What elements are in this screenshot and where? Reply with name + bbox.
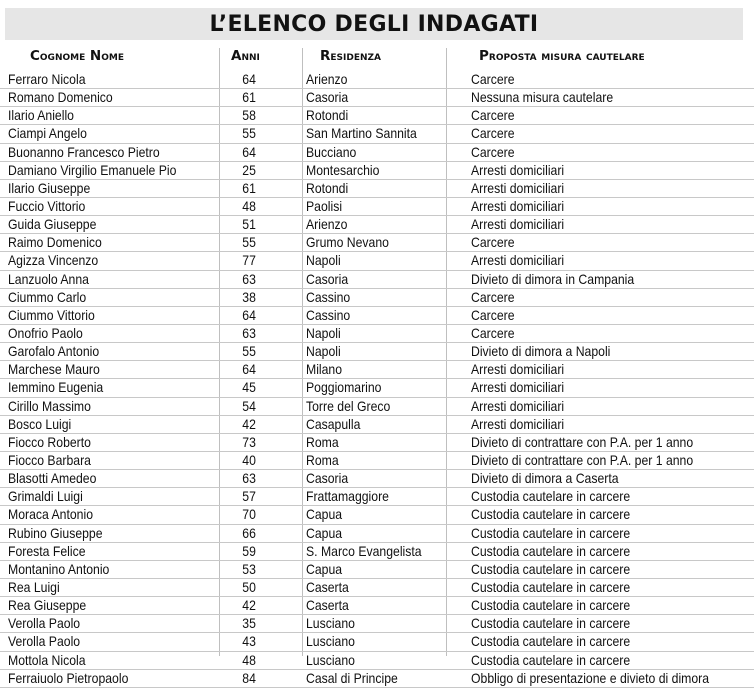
cell-residence: Arienzo (306, 72, 348, 87)
table-row (0, 416, 754, 434)
cell-measure: Custodia cautelare in carcere (471, 616, 631, 632)
cell-residence: S. Marco Evangelista (306, 543, 422, 559)
table-row (0, 252, 754, 270)
cell-residence: Caserta (306, 579, 349, 595)
table-header (0, 44, 754, 70)
table-row (0, 198, 754, 216)
title-banner (5, 8, 743, 40)
cell-residence: Capua (306, 561, 343, 577)
table-row (0, 307, 754, 325)
page-title: L’ELENCO DEGLI INDAGATI (209, 11, 539, 37)
table-row (0, 325, 754, 343)
cell-age: 54 (242, 398, 256, 414)
cell-name: Foresta Felice (8, 543, 86, 559)
cell-residence: Paolisi (306, 198, 343, 214)
cell-measure: Arresti domiciliari (471, 180, 565, 196)
cell-residence: Grumo Nevano (306, 235, 389, 251)
cell-measure: Custodia cautelare in carcere (471, 543, 631, 559)
cell-name: Ilario Giuseppe (8, 180, 91, 196)
cell-measure: Obbligo di presentazione e divieto di dimora (471, 670, 710, 686)
cell-measure: Arresti domiciliari (471, 362, 565, 378)
cell-age: 64 (242, 72, 256, 87)
cell-measure: Custodia cautelare in carcere (471, 489, 631, 505)
cell-residence: Napoli (306, 344, 341, 360)
table-row (0, 180, 754, 198)
table-row (0, 234, 754, 252)
cell-residence: Cassino (306, 289, 351, 305)
header-measure: Proposta misura cautelare (479, 48, 645, 64)
cell-age: 63 (242, 325, 256, 341)
cell-name: Guida Giuseppe (8, 217, 97, 233)
cell-name: Fuccio Vittorio (8, 198, 86, 214)
cell-age: 25 (242, 162, 256, 178)
table-row (0, 162, 754, 180)
cell-name: Ferraiuolo Pietropaolo (8, 670, 129, 686)
table-row (0, 289, 754, 307)
table-row (0, 452, 754, 470)
cell-measure: Custodia cautelare in carcere (471, 634, 631, 650)
cell-name: Raimo Domenico (8, 235, 102, 251)
cell-residence: Casoria (306, 471, 349, 487)
cell-measure: Carcere (471, 72, 515, 87)
cell-measure: Custodia cautelare in carcere (471, 507, 631, 523)
cell-residence: Frattamaggiore (306, 489, 389, 505)
cell-residence: Poggiomarino (306, 380, 382, 396)
table-row (0, 71, 754, 89)
cell-measure: Arresti domiciliari (471, 380, 565, 396)
cell-name: Verolla Paolo (8, 616, 81, 632)
table-row (0, 579, 754, 597)
header-name: Cognome Nome (30, 48, 124, 64)
cell-age: 45 (242, 380, 256, 396)
cell-residence: Lusciano (306, 652, 355, 668)
cell-residence: Casoria (306, 90, 349, 106)
cell-age: 38 (242, 289, 256, 305)
cell-residence: Bucciano (306, 144, 357, 160)
cell-name: Grimaldi Luigi (8, 489, 83, 505)
cell-age: 55 (242, 235, 256, 251)
cell-measure: Carcere (471, 307, 515, 323)
cell-measure: Arresti domiciliari (471, 398, 565, 414)
cell-residence: Caserta (306, 598, 349, 614)
table-row (0, 89, 754, 107)
header-residence: Residenza (320, 48, 382, 64)
table-row (0, 652, 754, 670)
cell-age: 48 (242, 198, 256, 214)
table-row (0, 470, 754, 488)
cell-residence: San Martino Sannita (306, 126, 417, 142)
cell-name: Blasotti Amedeo (8, 471, 97, 487)
cell-measure: Custodia cautelare in carcere (471, 652, 631, 668)
cell-measure: Carcere (471, 289, 515, 305)
cell-residence: Roma (306, 452, 339, 468)
cell-residence: Cassino (306, 307, 351, 323)
cell-age: 64 (242, 144, 256, 160)
cell-residence: Roma (306, 434, 339, 450)
cell-measure: Divieto di contrattare con P.A. per 1 anno (471, 434, 694, 450)
cell-measure: Divieto di dimora in Campania (471, 271, 635, 287)
table-row (0, 216, 754, 234)
cell-age: 77 (242, 253, 256, 269)
cell-name: Garofalo Antonio (8, 344, 100, 360)
cell-measure: Custodia cautelare in carcere (471, 579, 631, 595)
table-row (0, 597, 754, 615)
cell-name: Rubino Giuseppe (8, 525, 103, 541)
cell-name: Ferraro Nicola (8, 72, 86, 87)
cell-name: Ilario Aniello (8, 108, 74, 124)
table-row (0, 144, 754, 162)
cell-age: 42 (242, 416, 256, 432)
cell-age: 59 (242, 543, 256, 559)
cell-age: 63 (242, 471, 256, 487)
table-row (0, 488, 754, 506)
cell-age: 73 (242, 434, 256, 450)
table-row (0, 615, 754, 633)
table-row (0, 525, 754, 543)
cell-residence: Arienzo (306, 217, 348, 233)
cell-name: Romano Domenico (8, 90, 113, 106)
cell-residence: Lusciano (306, 616, 355, 632)
cell-name: Rea Giuseppe (8, 598, 87, 614)
cell-name: Agizza Vincenzo (8, 253, 99, 269)
cell-name: Fiocco Roberto (8, 434, 91, 450)
cell-name: Fiocco Barbara (8, 452, 91, 468)
cell-name: Rea Luigi (8, 579, 60, 595)
cell-measure: Carcere (471, 325, 515, 341)
cell-age: 63 (242, 271, 256, 287)
table-row (0, 633, 754, 651)
cell-measure: Carcere (471, 108, 515, 124)
cell-age: 66 (242, 525, 256, 541)
cell-residence: Milano (306, 362, 343, 378)
table-row (0, 561, 754, 579)
cell-name: Montanino Antonio (8, 561, 110, 577)
table-row (0, 343, 754, 361)
cell-name: Marchese Mauro (8, 362, 100, 378)
cell-residence: Lusciano (306, 634, 355, 650)
cell-age: 35 (242, 616, 256, 632)
cell-age: 42 (242, 598, 256, 614)
cell-age: 64 (242, 307, 256, 323)
cell-residence: Napoli (306, 325, 341, 341)
cell-age: 43 (242, 634, 256, 650)
cell-name: Moraca Antonio (8, 507, 94, 523)
cell-name: Iemmino Eugenia (8, 380, 104, 396)
header-age: Anni (231, 48, 260, 64)
cell-age: 61 (242, 90, 256, 106)
cell-name: Mottola Nicola (8, 652, 86, 668)
cell-residence: Casapulla (306, 416, 361, 432)
cell-residence: Rotondi (306, 108, 349, 124)
cell-name: Buonanno Francesco Pietro (8, 144, 160, 160)
table-row (0, 670, 754, 688)
cell-measure: Divieto di dimora a Napoli (471, 344, 611, 360)
cell-residence: Casal di Principe (306, 670, 398, 686)
cell-age: 55 (242, 344, 256, 360)
cell-measure: Divieto di dimora a Caserta (471, 471, 619, 487)
cell-measure: Custodia cautelare in carcere (471, 525, 631, 541)
cell-measure: Divieto di contrattare con P.A. per 1 anno (471, 452, 694, 468)
cell-age: 84 (242, 670, 256, 686)
cell-residence: Rotondi (306, 180, 349, 196)
cell-age: 53 (242, 561, 256, 577)
cell-measure: Arresti domiciliari (471, 217, 565, 233)
cell-age: 64 (242, 362, 256, 378)
table-row (0, 361, 754, 379)
cell-residence: Napoli (306, 253, 341, 269)
table-row (0, 379, 754, 397)
cell-age: 55 (242, 126, 256, 142)
cell-measure: Carcere (471, 235, 515, 251)
cell-age: 58 (242, 108, 256, 124)
cell-measure: Custodia cautelare in carcere (471, 561, 631, 577)
cell-measure: Custodia cautelare in carcere (471, 598, 631, 614)
cell-age: 51 (242, 217, 256, 233)
table-row (0, 125, 754, 143)
cell-measure: Arresti domiciliari (471, 416, 565, 432)
table-row (0, 543, 754, 561)
cell-name: Cirillo Massimo (8, 398, 91, 414)
cell-measure: Carcere (471, 126, 515, 142)
cell-age: 50 (242, 579, 256, 595)
table-row (0, 107, 754, 125)
table-row (0, 398, 754, 416)
table-row (0, 434, 754, 452)
cell-residence: Montesarchio (306, 162, 380, 178)
cell-age: 61 (242, 180, 256, 196)
cell-measure: Arresti domiciliari (471, 162, 565, 178)
cell-age: 57 (242, 489, 256, 505)
cell-age: 40 (242, 452, 256, 468)
cell-measure: Carcere (471, 144, 515, 160)
cell-measure: Arresti domiciliari (471, 253, 565, 269)
cell-name: Damiano Virgilio Emanuele Pio (8, 162, 177, 178)
cell-residence: Torre del Greco (306, 398, 391, 414)
cell-name: Ciampi Angelo (8, 126, 87, 142)
cell-name: Ciummo Vittorio (8, 307, 95, 323)
cell-age: 70 (242, 507, 256, 523)
cell-name: Lanzuolo Anna (8, 271, 89, 287)
table-body (0, 71, 754, 688)
cell-name: Verolla Paolo (8, 634, 81, 650)
cell-name: Bosco Luigi (8, 416, 72, 432)
cell-residence: Capua (306, 507, 343, 523)
cell-name: Onofrio Paolo (8, 325, 83, 341)
table-row (0, 506, 754, 524)
cell-age: 48 (242, 652, 256, 668)
cell-measure: Arresti domiciliari (471, 198, 565, 214)
cell-residence: Casoria (306, 271, 349, 287)
cell-name: Ciummo Carlo (8, 289, 87, 305)
table-row (0, 271, 754, 289)
cell-measure: Nessuna misura cautelare (471, 90, 614, 106)
cell-residence: Capua (306, 525, 343, 541)
